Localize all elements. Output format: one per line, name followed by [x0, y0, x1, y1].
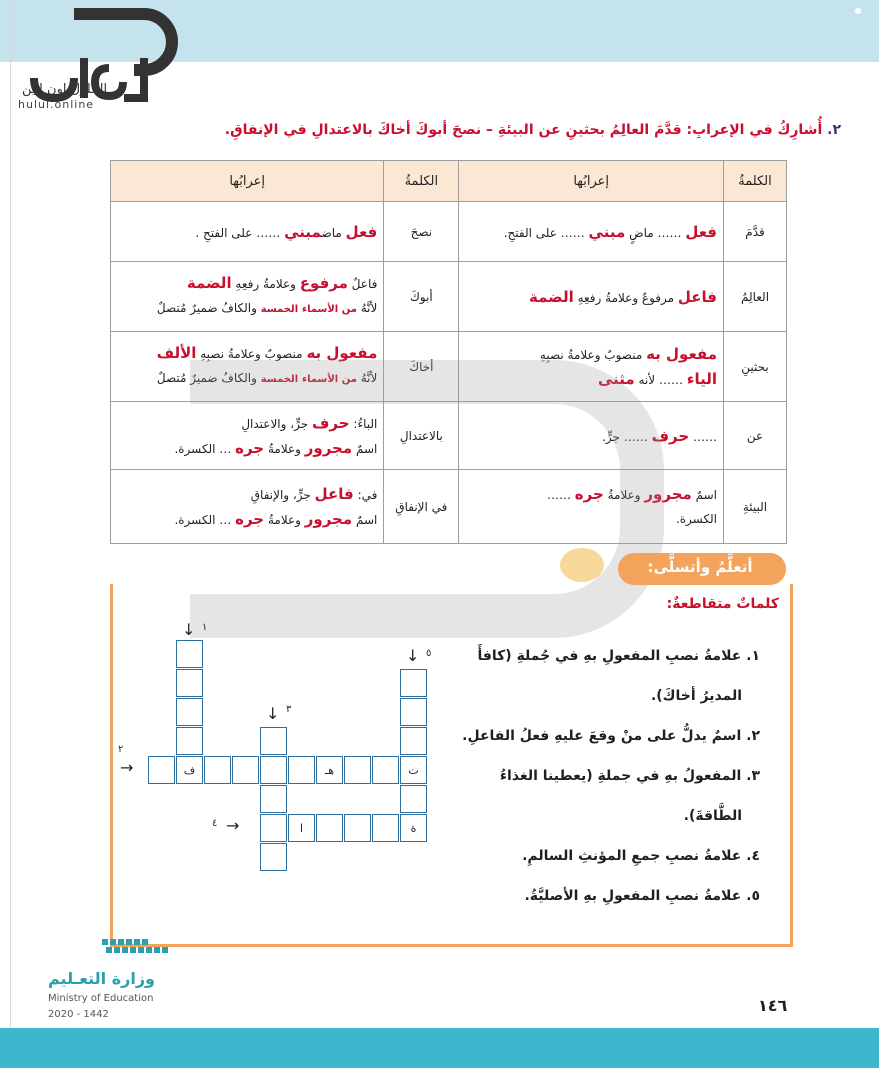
- down-arrow-icon: ↓: [266, 704, 280, 723]
- header-parse-1: إعرابُها: [459, 161, 724, 202]
- row5-parse2: في: فاعل جرٍّ، والإنفاقِ اسمٌ مجرور وعلامةُ جره … الكسرة.: [111, 470, 384, 544]
- ministry-english-name: Ministry of Education: [48, 993, 154, 1004]
- crossword-grid: [118, 620, 460, 900]
- text: الكسرة.: [174, 512, 216, 527]
- row1-word1: قدَّمَ: [724, 202, 787, 262]
- text: في:: [357, 487, 378, 502]
- logo-latin-text: hulul.online: [18, 98, 95, 111]
- crossword-number: ٣: [286, 704, 292, 715]
- row3-word1: بحثينِ: [724, 332, 787, 402]
- crossword-cell[interactable]: [400, 727, 427, 755]
- answer: فعل: [345, 222, 378, 241]
- row1-parse1: فعل …… ماضٍ مبني …… على الفتحِ.: [459, 202, 724, 262]
- text: لأنَّهُ: [360, 301, 378, 315]
- answer: جره: [235, 438, 265, 457]
- answer: حرف: [312, 413, 350, 432]
- crossword-cell[interactable]: [344, 756, 371, 784]
- crossword-cell[interactable]: [176, 727, 203, 755]
- answer: مبني: [588, 222, 626, 241]
- table-row: [111, 202, 787, 262]
- crossword-cell[interactable]: [400, 669, 427, 697]
- row1-parse2: فعل ماضمبني …… على الفتحِ .: [111, 202, 384, 262]
- answer: مجرور: [644, 485, 692, 503]
- answer: مرفوع: [299, 274, 348, 292]
- table-header-row: [111, 161, 787, 202]
- crossword-cell[interactable]: [372, 814, 399, 842]
- text: اسمٌ: [695, 488, 717, 502]
- crossword-cell[interactable]: ة: [400, 814, 427, 842]
- text: على الفتحِ .: [195, 225, 253, 240]
- row2-parse2: [111, 262, 384, 332]
- row3-word2: أخاكَ: [384, 332, 459, 402]
- down-arrow-icon: ↓: [182, 620, 196, 639]
- crossword-number: ٤: [212, 818, 218, 829]
- row5-word1: البيئةِ: [724, 470, 787, 544]
- header-word-1: الكلمةُ: [724, 161, 787, 202]
- text: منصوبٌ وعلامةُ نصبِهِ: [539, 347, 643, 362]
- note: من الأسماء: [301, 304, 357, 315]
- text: اسمٌ: [355, 441, 378, 456]
- answer: مجرور: [304, 509, 353, 528]
- answer: الألف: [156, 344, 197, 362]
- crossword-cell[interactable]: [372, 756, 399, 784]
- note: من الأسماء: [301, 374, 357, 385]
- speech-bubble-icon: [560, 548, 604, 582]
- text: والكافُ ضميرٌ مُتصلٌ: [156, 301, 257, 315]
- row4-word2: بالاعتدالِ: [384, 402, 459, 470]
- table-row: [111, 262, 787, 332]
- row5-parse1: اسمٌ مجرور وعلامةُ جره …… الكسرة.: [459, 470, 724, 544]
- crossword-subtitle: كلماتٌ متقاطعةٌ:: [666, 596, 779, 612]
- crossword-cell[interactable]: [400, 698, 427, 726]
- crossword-cell[interactable]: هـ: [316, 756, 343, 784]
- crossword-cell[interactable]: [176, 640, 203, 668]
- text: فاعلٌ: [351, 277, 378, 291]
- crossword-cell[interactable]: [176, 669, 203, 697]
- clue-list: [430, 636, 760, 916]
- row4-parse1: …… حرف …… جرٍّ.: [459, 402, 724, 470]
- answer: مفعول به: [646, 344, 717, 363]
- row2-word2: أبوكَ: [384, 262, 459, 332]
- row1-word2: نصحَ: [384, 202, 459, 262]
- note: الخمسة: [260, 304, 299, 315]
- clue-item: المديرُ أخاكَ).: [650, 688, 742, 704]
- text: الكسرة.: [174, 441, 216, 456]
- text: جرٍّ، والاعتدالِ: [241, 416, 309, 431]
- crossword-cell[interactable]: [204, 756, 231, 784]
- crossword-cell[interactable]: [400, 785, 427, 813]
- text: جرٍّ، والإنفاقِ: [250, 487, 311, 502]
- down-arrow-icon: ↓: [406, 646, 420, 665]
- crossword-cell[interactable]: [176, 698, 203, 726]
- text: لأنه: [638, 372, 656, 387]
- bottom-band: [0, 1028, 879, 1068]
- text: وعلامةُ: [267, 512, 301, 527]
- answer: مفعول به: [306, 344, 378, 362]
- text: وعلامةُ: [267, 441, 301, 456]
- answer: جره: [574, 485, 604, 503]
- answer: الضمة: [186, 274, 232, 292]
- crossword-cell[interactable]: [288, 756, 315, 784]
- clue-item: الطَّاقةَ).: [683, 808, 742, 824]
- clue-item: ٤. علامةُ نصبِ جمعِ المؤنثِ السالمِ.: [522, 848, 760, 864]
- ministry-arabic-name: وزارة التعـليم: [48, 969, 155, 988]
- ministry-emblem-icon: [100, 935, 170, 963]
- crossword-cell[interactable]: [316, 814, 343, 842]
- row2-parse1: [459, 262, 724, 332]
- header-parse-2: إعرابُها: [111, 161, 384, 202]
- answer: جره: [235, 509, 265, 528]
- header-word-2: الكلمةُ: [384, 161, 459, 202]
- row4-parse2: الباءُ: حرف جرٍّ، والاعتدالِ اسمٌ مجرور وعلامةُ جره … الكسرة.: [111, 402, 384, 470]
- crossword-cell[interactable]: [260, 756, 287, 784]
- note: الخمسة: [260, 374, 299, 385]
- text: وعلامةُ: [607, 488, 641, 502]
- clue-item: ٢. اسمٌ يدلُّ على منْ وقعَ عليهِ فعلُ الفاعلِ.: [462, 728, 760, 744]
- answer: فعل: [685, 222, 717, 241]
- crossword-cell[interactable]: [260, 814, 287, 842]
- answer: مثنى: [597, 369, 635, 388]
- exercise-number: ٢.: [827, 122, 841, 138]
- text: الباءُ:: [353, 416, 378, 431]
- text: جرٍّ.: [602, 429, 620, 444]
- page-number: ١٤٦: [758, 996, 788, 1015]
- crossword-cell[interactable]: [260, 785, 287, 813]
- answer: الياء: [686, 369, 717, 388]
- crossword-cell[interactable]: ا: [288, 814, 315, 842]
- crossword-cell[interactable]: ت: [400, 756, 427, 784]
- clue-item: ١. علامةُ نصبِ المفعولِ بهِ في جُملةِ (كافأَ: [477, 648, 760, 664]
- exercise-title: [81, 122, 841, 138]
- text: لأنَّهُ: [360, 371, 378, 385]
- clue-item: ٣. المفعولُ بهِ في جملةِ (يعطينا الغذاءُ: [499, 768, 760, 784]
- text: الكسرة.: [675, 512, 717, 526]
- row2-word1: العالِمُ: [724, 262, 787, 332]
- answer: فاعل: [314, 484, 354, 503]
- right-arrow-icon: →: [120, 758, 134, 777]
- top-dot: [855, 8, 861, 14]
- crossword-cell[interactable]: [232, 756, 259, 784]
- page-margin-line: [10, 0, 11, 1068]
- ministry-year: 2020 - 1442: [48, 1009, 109, 1020]
- crossword-cell[interactable]: [260, 843, 287, 871]
- right-arrow-icon: →: [226, 816, 240, 835]
- logo-arabic-text: الحلول اون لاين: [22, 82, 108, 97]
- crossword-cell[interactable]: [344, 814, 371, 842]
- answer: مبني: [284, 222, 322, 241]
- crossword-number: ٢: [118, 744, 124, 755]
- answer: فاعل: [677, 287, 717, 306]
- text: وعلامةُ رفعِهِ: [235, 277, 296, 291]
- answer: حرف: [651, 426, 690, 445]
- text: والكافُ ضميرٌ مُتصلٌ: [156, 371, 257, 385]
- text: منصوبٌ وعلامةُ نصبِهِ: [200, 347, 303, 361]
- crossword-number: ١: [202, 622, 208, 633]
- learn-section-title: أتعلَّمُ وأتسلَّى:: [647, 558, 753, 576]
- crossword-number: ٥: [426, 648, 432, 659]
- text: اسمٌ: [355, 512, 378, 527]
- answer: الضمة: [529, 287, 574, 306]
- crossword-cell[interactable]: [260, 727, 287, 755]
- row3-parse1: مفعول به منصوبٌ وعلامةُ نصبِهِ الياء …… لأنه مثنى: [459, 332, 724, 402]
- text: مرفوعٌ وعلامةُ رفعِهِ: [577, 290, 675, 305]
- answer: مجرور: [304, 438, 353, 457]
- crossword-cell[interactable]: [148, 756, 175, 784]
- text: على الفتحِ.: [503, 225, 557, 240]
- crossword-cell[interactable]: ف: [176, 756, 203, 784]
- text: ماضٍ: [629, 225, 654, 240]
- row5-word2: في الإنفاقِ: [384, 470, 459, 544]
- text: ماض: [321, 225, 342, 240]
- exercise-title-text: أُشارِكُ في الإعرابِ: قدَّمَ العالِمُ بحثينِ عن البيئةِ – نصحَ أبوكَ أخاكَ بالاعتدالِ في الإنفاقِ.: [224, 122, 823, 138]
- row4-word1: عن: [724, 402, 787, 470]
- clue-item: ٥. علامةُ نصبِ المفعولِ بهِ الأصليَّةُ.: [524, 888, 760, 904]
